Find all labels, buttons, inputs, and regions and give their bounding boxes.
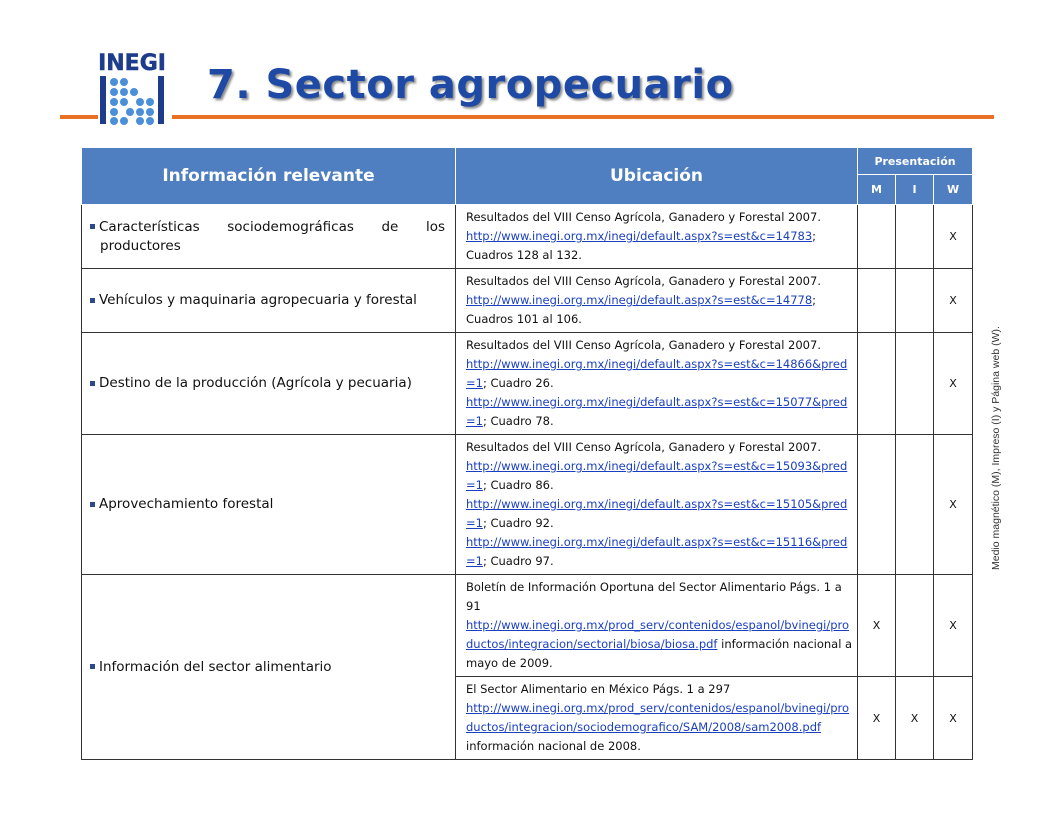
source-title: Resultados del VIII Censo Agrícola, Ganadero y Forestal 2007. <box>466 274 821 288</box>
presentation-mark-w: X <box>934 269 973 333</box>
source-link[interactable]: http://www.inegi.org.mx/inegi/default.aspx?s=est&c=15093&pred=1 <box>466 459 848 492</box>
bullet-icon <box>90 381 95 386</box>
svg-text:INEGI: INEGI <box>98 51 166 76</box>
inegi-logo <box>96 48 168 128</box>
info-text: Destino de la producción (Agrícola y pecuaria) <box>99 375 412 391</box>
info-text: Aprovechamiento forestal <box>99 496 274 512</box>
source-link[interactable]: http://www.inegi.org.mx/inegi/default.aspx?s=est&c=15105&pred=1 <box>466 497 848 530</box>
location-cell <box>456 435 858 575</box>
presentation-mark-i: X <box>896 677 934 760</box>
info-text: Características sociodemográficas de los productores <box>99 218 445 254</box>
source-title: Resultados del VIII Censo Agrícola, Ganadero y Forestal 2007. <box>466 210 821 224</box>
source-link[interactable]: http://www.inegi.org.mx/inegi/default.aspx?s=est&c=15116&pred=1 <box>466 535 848 568</box>
presentation-mark-w: X <box>934 333 973 435</box>
source-link[interactable]: http://www.inegi.org.mx/inegi/default.aspx?s=est&c=14783 <box>466 229 813 243</box>
presentation-mark-w: X <box>934 435 973 575</box>
table-reference: información nacional de 2008. <box>466 739 641 753</box>
location-cell <box>456 205 858 269</box>
info-text: Vehículos y maquinaria agropecuaria y forestal <box>99 292 417 308</box>
header-presentation: Presentación <box>858 148 973 175</box>
info-cell <box>82 205 456 269</box>
table-row <box>82 269 973 333</box>
title-rule <box>172 115 994 119</box>
table-reference: ; Cuadros 101 al 106. <box>466 293 817 326</box>
title-rule-left <box>60 115 98 119</box>
presentation-mark-m: X <box>858 575 896 677</box>
presentation-legend: Medio magnético (M), Impreso (I) y Página web (W). <box>990 326 1002 570</box>
page-title: 7. Sector agropecuario <box>207 62 734 108</box>
location-cell <box>456 269 858 333</box>
info-cell <box>82 435 456 575</box>
source-link[interactable]: http://www.inegi.org.mx/inegi/default.aspx?s=est&c=15077&pred=1 <box>466 395 848 428</box>
presentation-mark-m: X <box>858 677 896 760</box>
presentation-mark-w: X <box>934 677 973 760</box>
presentation-mark-w: X <box>934 205 973 269</box>
presentation-mark-i <box>896 575 934 677</box>
source-link[interactable]: http://www.inegi.org.mx/inegi/default.aspx?s=est&c=14778 <box>466 293 813 307</box>
presentation-mark-i <box>896 205 934 269</box>
bullet-icon <box>90 298 95 303</box>
bullet-icon <box>90 664 95 669</box>
source-title: Boletín de Información Oportuna del Sector Alimentario Págs. 1 a 91 <box>466 580 842 613</box>
table-row <box>82 205 973 269</box>
header-location: Ubicación <box>456 148 858 205</box>
bullet-icon <box>90 224 95 229</box>
table-reference: ; Cuadro 97. <box>482 554 554 568</box>
table-row <box>82 435 973 575</box>
presentation-mark-i <box>896 269 934 333</box>
header-info: Información relevante <box>82 148 456 205</box>
table-row <box>82 575 973 677</box>
header-w: W <box>934 175 973 205</box>
presentation-mark-m <box>858 333 896 435</box>
presentation-mark-w: X <box>934 575 973 677</box>
header-i: I <box>896 175 934 205</box>
header-m: M <box>858 175 896 205</box>
source-title: El Sector Alimentario en México Págs. 1 a 297 <box>466 682 731 696</box>
table-reference: ; Cuadro 86. <box>482 478 554 492</box>
presentation-mark-m <box>858 435 896 575</box>
location-cell <box>456 333 858 435</box>
location-cell <box>456 575 858 677</box>
presentation-mark-m <box>858 269 896 333</box>
table-reference: ; Cuadro 92. <box>482 516 554 530</box>
source-link[interactable]: http://www.inegi.org.mx/prod_serv/contenidos/espanol/bvinegi/productos/integracion/sectorial/biosa/biosa.pdf <box>466 618 850 651</box>
location-cell <box>456 677 858 760</box>
source-link[interactable]: http://www.inegi.org.mx/prod_serv/contenidos/espanol/bvinegi/productos/integracion/sociodemografico/SAM/2008/sam2008.pdf <box>466 701 850 734</box>
presentation-mark-m <box>858 205 896 269</box>
table-reference: ; Cuadro 26. <box>482 376 554 390</box>
info-table <box>81 147 973 760</box>
presentation-mark-i <box>896 435 934 575</box>
source-title: Resultados del VIII Censo Agrícola, Ganadero y Forestal 2007. <box>466 338 821 352</box>
table-reference: información nacional a mayo de 2009. <box>466 637 853 670</box>
info-cell <box>82 333 456 435</box>
info-text: Información del sector alimentario <box>99 658 332 675</box>
source-link[interactable]: http://www.inegi.org.mx/inegi/default.aspx?s=est&c=14866&pred=1 <box>466 357 848 390</box>
bullet-icon <box>90 502 95 507</box>
info-cell <box>82 575 456 760</box>
source-title: Resultados del VIII Censo Agrícola, Ganadero y Forestal 2007. <box>466 440 821 454</box>
presentation-mark-i <box>896 333 934 435</box>
table-reference: ; Cuadro 78. <box>482 414 554 428</box>
table-reference: ; Cuadros 128 al 132. <box>466 229 817 262</box>
info-cell <box>82 269 456 333</box>
table-row <box>82 333 973 435</box>
